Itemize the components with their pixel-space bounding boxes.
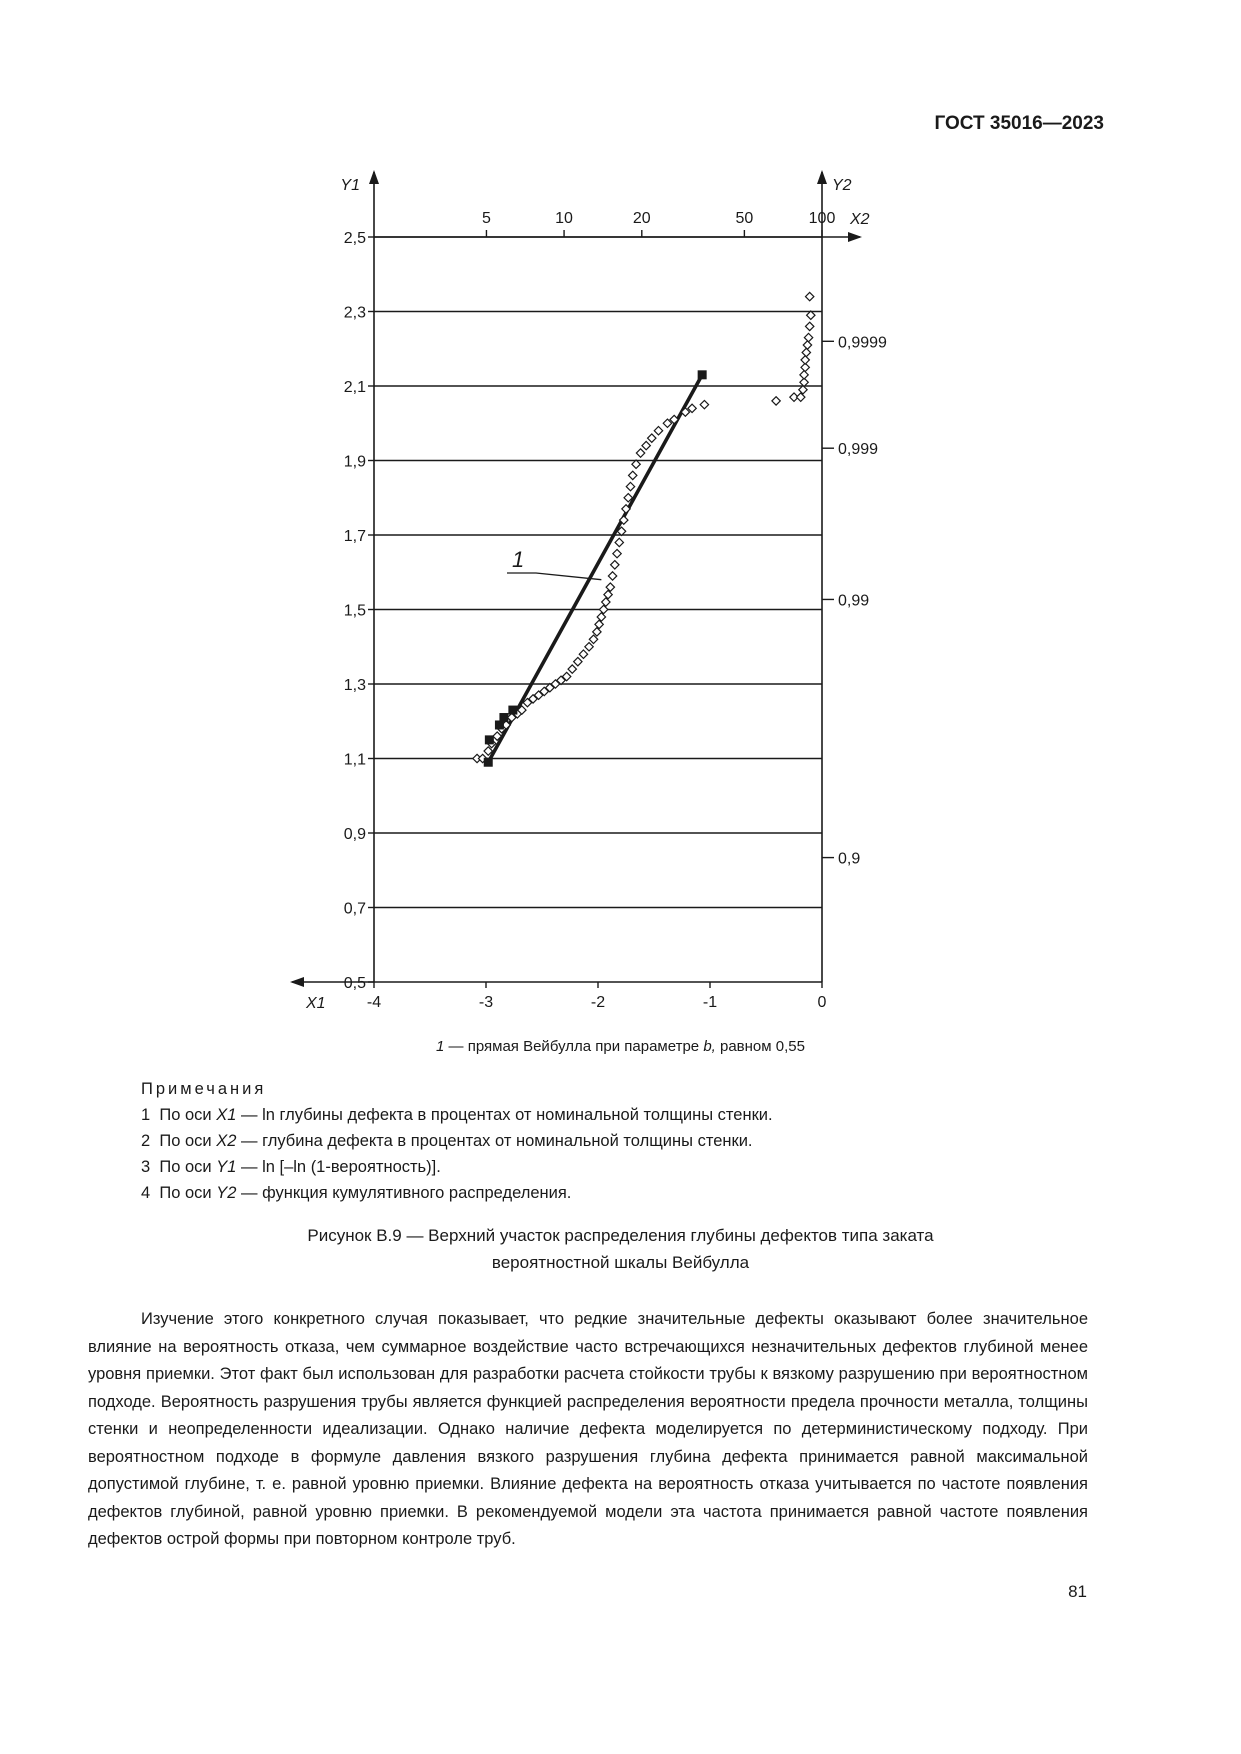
note-item: 4 По оси Y2 — функция кумулятивного распределения. xyxy=(141,1184,572,1202)
data-point-diamond xyxy=(802,348,810,356)
x1-axis-label: X1 xyxy=(306,995,326,1012)
x2-tick-label: 20 xyxy=(632,210,651,227)
data-point-diamond xyxy=(585,643,593,651)
data-point-diamond xyxy=(642,441,650,449)
data-point-square xyxy=(485,735,494,744)
axis-labels xyxy=(305,177,887,1012)
document-code: ГОСТ 35016—2023 xyxy=(934,113,1104,134)
y1-tick-label: 1,9 xyxy=(343,453,366,471)
x1-tick-label: -4 xyxy=(366,994,382,1011)
note-item: 2 По оси X2 — глубина дефекта в процентах от номинальной толщины стенки. xyxy=(141,1132,753,1150)
data-point-diamond xyxy=(801,356,809,364)
data-point-diamond xyxy=(629,471,637,479)
y2-tick-label: 0,999 xyxy=(838,441,879,459)
y2-axis-arrow xyxy=(817,170,827,184)
data-point-diamond xyxy=(604,590,612,598)
data-point-diamond xyxy=(568,665,576,673)
data-point-diamond xyxy=(613,549,621,557)
x1-tick-label: -3 xyxy=(478,994,494,1011)
weibull-label: 1 xyxy=(512,547,525,572)
data-point-diamond xyxy=(608,572,616,580)
data-point-diamond xyxy=(579,650,587,658)
legend-text: — прямая Вейбулла при параметре xyxy=(444,1038,704,1055)
figure-caption xyxy=(0,1222,1241,1276)
y1-tick-label: 1,7 xyxy=(343,528,366,545)
data-point-diamond xyxy=(804,333,812,341)
data-point-diamond xyxy=(611,561,619,569)
data-point-diamond xyxy=(654,427,662,435)
x2-axis-arrow xyxy=(848,232,862,242)
data-point-diamond xyxy=(626,482,634,490)
data-point-square xyxy=(508,706,517,715)
legend-num: 1 xyxy=(436,1038,445,1055)
x2-tick-label: 100 xyxy=(808,210,836,227)
y1-axis-arrow xyxy=(369,170,379,184)
x2-tick-label: 5 xyxy=(481,210,491,227)
y1-tick-label: 1,3 xyxy=(343,677,366,694)
y2-tick-label: 0,9999 xyxy=(838,334,887,352)
data-point-diamond xyxy=(599,605,607,613)
data-point-diamond xyxy=(595,620,603,628)
note-item: 1 По оси X1 — ln глубины дефекта в процентах от номинальной толщины стенки. xyxy=(141,1106,773,1124)
x1-axis-arrow xyxy=(290,977,304,987)
data-point-diamond xyxy=(803,341,811,349)
data-point-diamond xyxy=(597,613,605,621)
y2-tick-label: 0,9 xyxy=(838,850,861,868)
figure-caption-line: вероятностной шкалы Вейбулла xyxy=(491,1253,750,1272)
paragraph-text: Изучение этого конкретного случая показывает, что редкие значительные дефекты оказывают более значительное влияние на вероятность отказа, чем суммарное воздействие часто встречающихся незначительных дефектов глубиной менее уровня приемки. Этот факт был использован для разработки расчета стойкости трубы к вязкому разрушению при вероятностном подходе. Вероятность разрушения трубы является функцией распределения вероятности предела прочности металла, толщины стенки и неопределенности идеализации. Однако наличие дефекта моделируется по детерминистическому подходу. При вероятностном подходе в формуле давления вязкого разрушения глубина дефекта принимается равной максимальной допустимой глубине, т. е. равной уровню приемки. Влияние дефекта на вероятность отказа учитывается по частоте появления дефектов глубиной, равной уровню приемки. В рекомендуемой модели эта частота принимается равной частоте появления дефектов острой формы при повторном контроле труб. xyxy=(88,1310,1088,1548)
y1-tick-label: 2,1 xyxy=(343,379,366,396)
data-point-square xyxy=(484,758,493,767)
axes xyxy=(290,170,862,988)
x2-tick-label: 50 xyxy=(735,210,754,227)
weibull-leader xyxy=(507,573,601,580)
note-item: 3 По оси Y1 — ln [–ln (1-вероятность)]. xyxy=(141,1158,441,1176)
x2-tick-label: 10 xyxy=(555,210,573,227)
notes-title: Примечания xyxy=(141,1080,267,1098)
x2-axis-label: X2 xyxy=(850,211,870,228)
y1-tick-label: 2,5 xyxy=(343,230,366,247)
data-point-diamond xyxy=(772,397,780,405)
grid-lines xyxy=(374,237,822,908)
notes xyxy=(141,1076,773,1206)
legend-caption xyxy=(0,1038,1241,1055)
data-point-diamond xyxy=(606,583,614,591)
data-point-diamond xyxy=(648,434,656,442)
data-point-diamond xyxy=(602,598,610,606)
y2-tick-label: 0,99 xyxy=(838,592,870,610)
data-point-diamond xyxy=(800,371,808,379)
x1-tick-label: -1 xyxy=(702,994,718,1011)
x1-tick-label: 0 xyxy=(817,994,827,1011)
data-point-diamond xyxy=(700,400,708,408)
body-paragraph xyxy=(88,1306,1088,1554)
y1-tick-label: 2,3 xyxy=(343,304,366,322)
data-point-diamond xyxy=(805,292,813,300)
figure-caption-line: Рисунок В.9 — Верхний участок распределения глубины дефектов типа заката xyxy=(307,1226,934,1245)
y1-tick-label: 0,9 xyxy=(343,826,366,843)
data-point-diamond xyxy=(805,322,813,330)
y1-tick-label: 1,5 xyxy=(343,602,366,620)
y2-axis-label: Y2 xyxy=(832,177,852,194)
data-point-square xyxy=(499,713,508,722)
data-point-diamond xyxy=(797,393,805,401)
y1-axis-label: Y1 xyxy=(340,177,360,194)
legend-param: b, xyxy=(703,1038,716,1055)
legend-text-end: равном 0,55 xyxy=(715,1038,805,1055)
data-point-diamond xyxy=(615,538,623,546)
y1-tick-label: 1,1 xyxy=(343,751,366,769)
page-number: 81 xyxy=(1068,1582,1087,1601)
data-point-diamond xyxy=(636,449,644,457)
data-point-square xyxy=(698,370,707,379)
y1-tick-label: 0,7 xyxy=(343,900,366,918)
y1-tick-label: 0,5 xyxy=(343,975,366,992)
data-point-diamond xyxy=(574,657,582,665)
x1-tick-label: -2 xyxy=(590,994,606,1011)
